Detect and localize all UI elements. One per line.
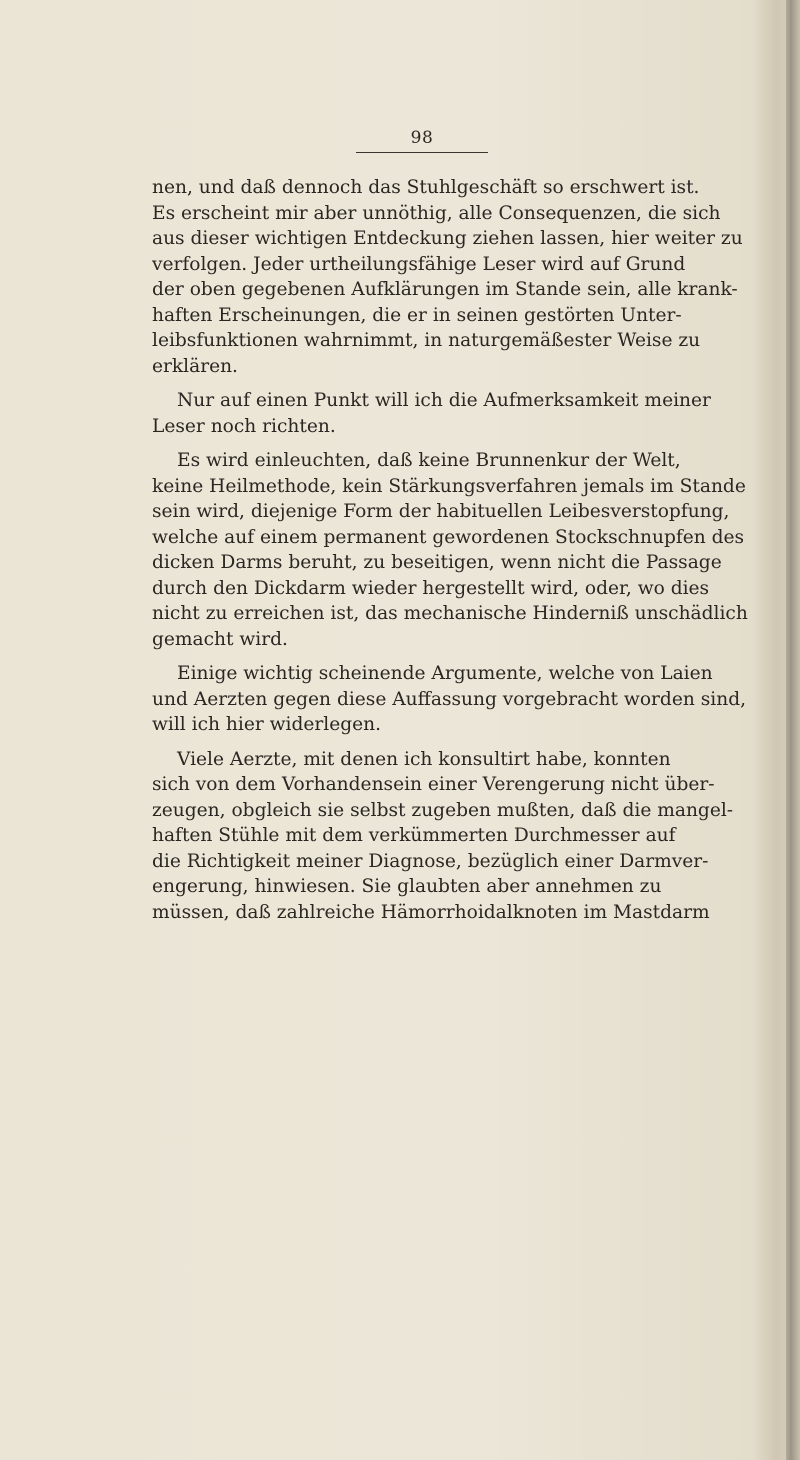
text-line: nicht zu erreichen ist, das mechanische Hinderniß unschädlich [152,603,748,624]
page-edge-shadow [786,0,800,1460]
text-line: Nur auf einen Punkt will ich die Aufmerksamkeit meiner [177,390,711,411]
text-line: Es erscheint mir aber unnöthig, alle Consequenzen, die sich [152,202,721,224]
text-line: aus dieser wichtigen Entdeckung ziehen lassen, hier weiter zu [152,228,743,249]
text-line: welche auf einem permanent gewordenen Stockschnupfen des [152,526,745,548]
text-line: sich von dem Vorhandensein einer Verengerung nicht über- [152,774,715,795]
text-line: durch den Dickdarm wieder hergestellt wird, oder, wo dies [152,577,710,599]
header-rule [356,152,488,153]
text-line: und Aerzten gegen diese Auffassung vorgebracht worden sind, [152,688,747,710]
text-line: zeugen, obgleich sie selbst zugeben mußten, daß die mangel- [152,799,734,821]
text-line: Leser noch richten. [152,415,336,437]
text-line: müssen, daß zahlreiche Hämorrhoidalknoten im Mastdarm [152,901,710,923]
text-line: verfolgen. Jeder urtheilungsfähige Leser wird auf Grund [152,253,686,275]
text-line: Einige wichtig scheinende Argumente, welche von Laien [177,663,713,684]
text-line: nen, und daß dennoch das Stuhlgeschäft so erschwert ist. [152,177,700,198]
page-number: 98 [410,128,434,148]
text-line: haften Erscheinungen, die er in seinen gestörten Unter- [152,304,682,326]
text-line: der oben gegebenen Aufklärungen im Stande sein, alle krank- [152,279,738,300]
text-line: sein wird, diejenige Form der habituellen Leibesverstopfung, [152,501,730,522]
text-line: dicken Darms beruht, zu beseitigen, wenn nicht die Passage [152,552,722,573]
text-line: erklären. [152,355,238,377]
text-line: will ich hier widerlegen. [152,714,382,735]
text-line: keine Heilmethode, kein Stärkungsverfahren jemals im Stande [152,475,746,497]
text-line: die Richtigkeit meiner Diagnose, bezüglich einer Darmver- [152,850,709,872]
text-line: leibsfunktionen wahrnimmt, in naturgemäßester Weise zu [152,330,701,351]
text-line: haften Stühle mit dem verkümmerten Durchmesser auf [152,825,676,846]
text-line: Es wird einleuchten, daß keine Brunnenkur der Welt, [177,450,681,471]
body-text [152,175,752,925]
text-line: gemacht wird. [152,628,288,650]
text-line: Viele Aerzte, mit denen ich konsultirt habe, konnten [177,748,671,770]
text-line: engerung, hinwiesen. Sie glaubten aber annehmen zu [152,876,662,897]
